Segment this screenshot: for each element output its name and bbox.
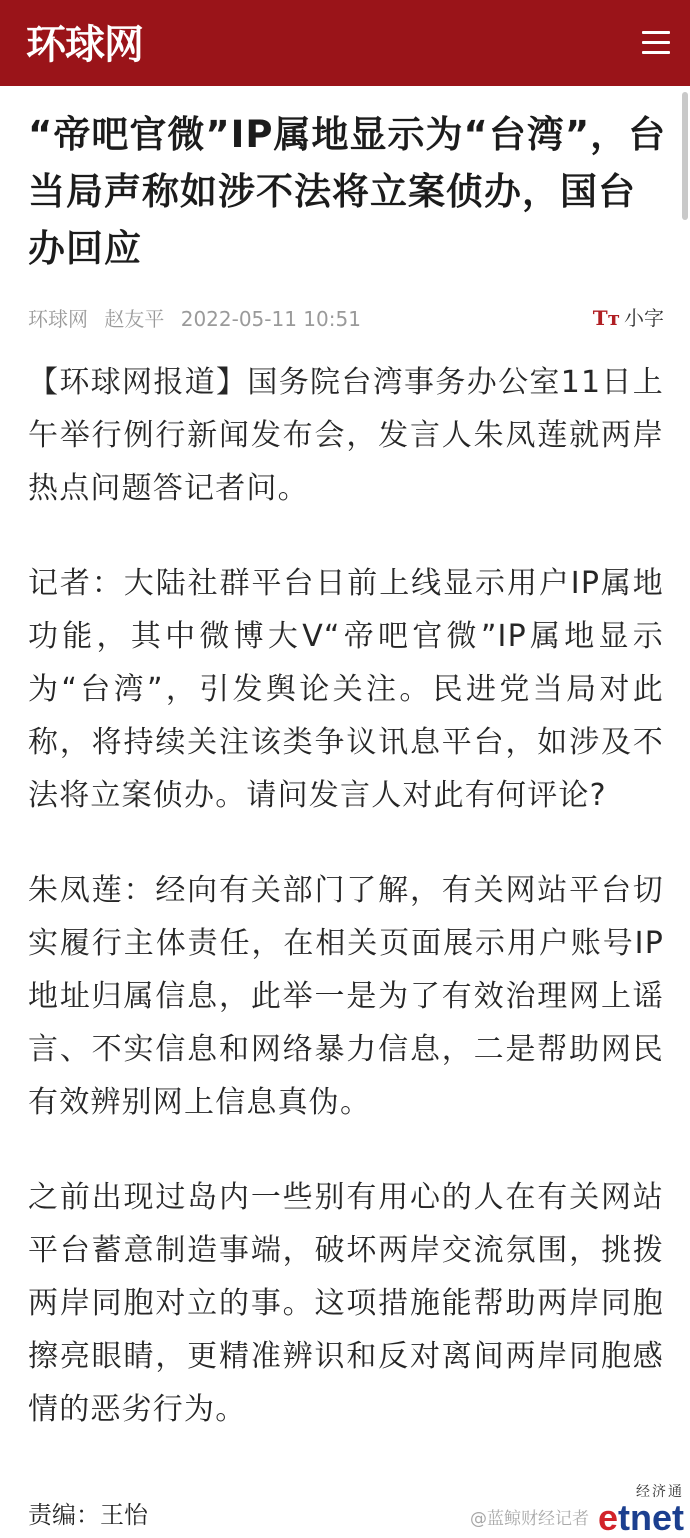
etnet-logo-en xyxy=(597,1497,684,1538)
font-size-icon: Tт xyxy=(592,306,620,330)
article-title: “帝吧官微”IP属地显示为“台湾”，台当局声称如涉不法将立案侦办，国台办回应 xyxy=(28,113,667,270)
article-author: 赵友平 xyxy=(104,307,165,331)
article-source: 环球网 xyxy=(28,307,88,331)
article-body xyxy=(28,356,664,1478)
article-editor: 责编：王怡 xyxy=(28,1501,148,1529)
etnet-logo-rest: tnet xyxy=(618,1497,684,1538)
article-meta xyxy=(28,304,371,334)
article-paragraph: 【环球网报道】国务院台湾事务办公室11日上午举行例行新闻发布会，发言人朱凤莲就两岸热点问题答记者问。 xyxy=(28,365,664,506)
weibo-watermark: @蓝鲸财经记者 xyxy=(470,1509,589,1529)
font-size-label: 小字 xyxy=(624,306,664,330)
article-paragraph: 朱凤莲：经向有关部门了解，有关网站平台切实履行主体责任，在相关页面展示用户账号IP地址归属信息，此举一是为了有效治理网上谣言、不实信息和网络暴力信息，二是帮助网民有效辨别网上信息真伪。 xyxy=(28,873,664,1120)
article-paragraph: 记者：大陆社群平台日前上线显示用户IP属地功能，其中微博大V“帝吧官微”IP属地显示为“台湾”，引发舆论关注。民进党当局对此称，将持续关注该类争议讯息平台，如涉及不法将立案侦办。请问发言人对此有何评论? xyxy=(28,566,664,813)
article-paragraph: 之前出现过岛内一些别有用心的人在有关网站平台蓄意制造事端，破坏两岸交流氛围，挑拨两岸同胞对立的事。这项措施能帮助两岸同胞擦亮眼睛，更精准辨识和反对离间两岸同胞感情的恶劣行为。 xyxy=(28,1180,664,1427)
site-header xyxy=(0,0,690,86)
etnet-logo xyxy=(598,1484,684,1536)
etnet-logo-cn: 经济通 xyxy=(636,1484,684,1500)
hamburger-menu-icon[interactable] xyxy=(642,28,672,58)
scrollbar[interactable] xyxy=(682,92,688,220)
etnet-logo-e: e xyxy=(597,1497,618,1538)
article-datetime: 2022-05-11 10:51 xyxy=(180,307,361,331)
font-size-toggle-button[interactable] xyxy=(593,303,664,333)
site-logo[interactable]: 环球网 xyxy=(26,22,143,68)
